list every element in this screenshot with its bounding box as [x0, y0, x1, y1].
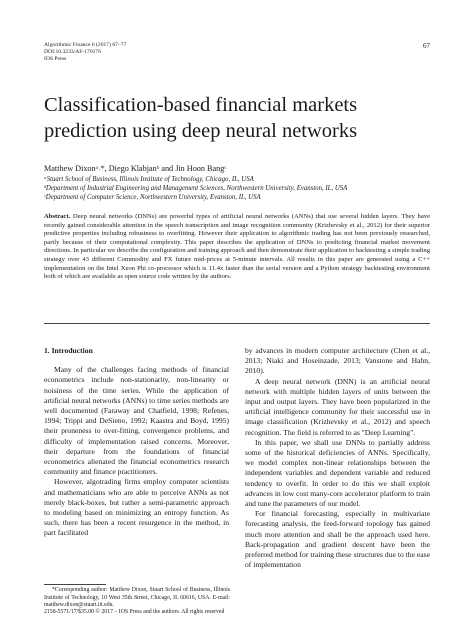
corresponding-author-footnote: *Corresponding author: Matthew Dixon, Stuart School of Business, Illinois Institute of Technology, 10 West 35th Street, Chicago, IL 60616, USA. E-mail: matthew.dixon@stuart.iit.edu.	[44, 587, 230, 609]
affiliation-a: ᵃStuart School of Business, Illinois Institute of Technology, Chicago, IL, USA	[44, 176, 254, 183]
doi: DOI:10.3233/AF-170176	[44, 49, 102, 56]
copyright-line: 2158-5571/17/$35.00 © 2017 – IOS Press and the authors. All rights reserved	[44, 609, 225, 615]
paper-title: Classification-based financial markets prediction using deep neural networks	[44, 94, 358, 142]
abstract-text: Deep neural networks (DNNs) are powerful types of artificial neural networks (ANNs) that use several hidden layers. They have recently gained considerable attention in the speech transcription and image recognition community (Krizhevsky et al., 2012) for their superior predictive properties including robustness to overfitting. However their application to algorithmic trading has not been previously researched, partly because of their computational complexity. This paper describes the application of DNNs to predicting financial market movement directions. In particular we describe the configuration and training approach and then demonstrate their application to backtesting a simple trading strategy over 43 different Commodity and FX future mid-prices at 5-minute intervals. All results in this paper are generated using a C++ implementation on the Intel Xeon Phi co-processor which is 11.4x faster than the serial version and a Python strategy backtesting environment both of which are available as open source code written by the authors.	[44, 213, 430, 281]
affiliations	[44, 175, 444, 203]
abstract	[44, 213, 430, 282]
paragraph: However, algotrading firms employ computer scientists and mathematicians who are able to perceive ANNs as not merely black-boxes, but rather a semi-parametric approach to modeling based on minimizing an entropy function. As such, there has been a recent resurgence in the method, in part facilitated	[44, 477, 229, 538]
publisher: IOS Press	[44, 56, 67, 63]
paragraph: by advances in modern computer architecture (Chen et al., 2013; Niaki and Hoseinzade, 2013; Vanstone and Hahn, 2010).	[245, 346, 430, 376]
abstract-divider	[44, 323, 430, 324]
paragraph: In this paper, we shall use DNNs to partially address some of the historical deficiencies of ANNs. Specifically, we model complex non-linear relationships between the independent variables and dependent variable and reduced tendency to overfit. In order to do this we shall exploit advances in low cost many-core accelerator platform to train and tune the parameters of our model.	[245, 437, 430, 509]
journal-citation: Algorithmic Finance 6 (2017) 67–77	[44, 42, 127, 48]
paragraph: A deep neural network (DNN) is an artificial neural network with multiple hidden layers of units between the input and output layers. They have been popularized in the artificial intelligence community for their successful use in image classification (Krizhevsky et al., 2012) and speech recognition. The field is referred to as "Deep Learning".	[245, 376, 430, 437]
author-list: Matthew Dixonᵃ˒*, Diego Klabjanᵇ and Jin Hoon Bangᶜ	[44, 164, 227, 173]
page-number: 67	[423, 42, 430, 50]
section-heading: 1. Introduction	[44, 346, 93, 355]
abstract-label: Abstract.	[44, 213, 71, 220]
affiliation-c: ᶜDepartment of Computer Science, Northwestern University, Evanston, IL, USA	[44, 194, 261, 202]
right-column	[245, 346, 430, 570]
journal-info	[44, 42, 126, 64]
paragraph: For financial forecasting, especially in multivariate forecasting analysis, the feed-forward topology has gained much more attention and shall be the approach used here. Back-propagation and gradient descent have been the preferred method for training these structures due to the ease of implementation	[245, 509, 430, 570]
footnote-divider	[44, 584, 106, 585]
left-column	[44, 346, 229, 539]
affiliation-b: ᵇDepartment of Industrial Engineering and Management Sciences, Northwestern University, Evanston, IL, USA	[44, 185, 348, 193]
paragraph: Many of the challenges facing methods of financial econometrics include non-stationarity, non-linearity or noisiness of the time series. While the application of artificial neural networks (ANNs) to time series methods are well documented (Faraway and Chatfield, 1998; Refenes, 1994; Trippi and DeSieno, 1992; Kaastra and Boyd, 1995) their proneness to over-fitting, convergence problems, and difficulty of implementation raised concerns. Moreover, their departure from the foundations of financial econometrics alienated the financial econometrics research community and finance practitioners.	[44, 365, 229, 477]
